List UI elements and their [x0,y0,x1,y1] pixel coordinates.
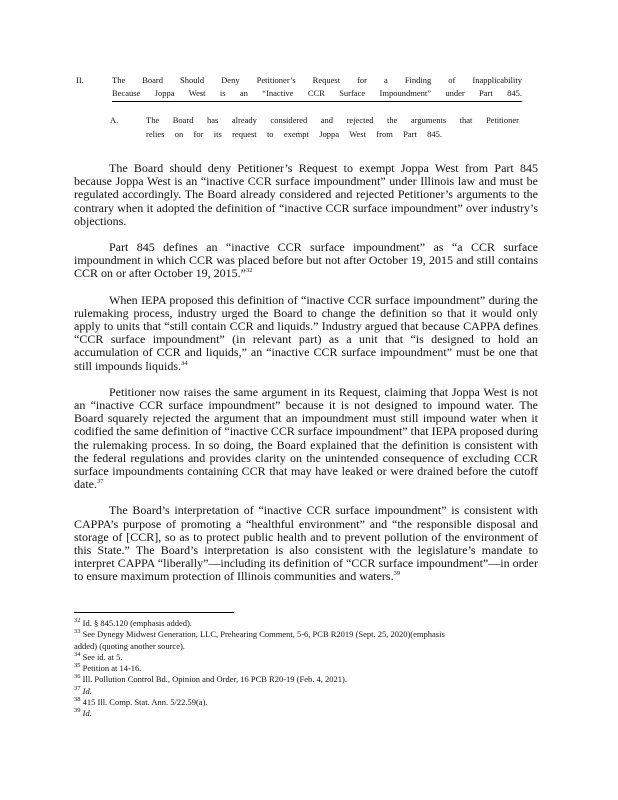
body-text [74,162,538,597]
footnote: $^{35}$ Petition at 14-16. [74,662,142,674]
paragraph-5-text: The Board’s interpretation of “inactive CCR surface impoundment” is consistent with CAPPA’s purpose of promoting a “healthful environment” and “the responsible disposal and storage of [CCR], so as to protect public health and to prevent pollution of the environment of this State.” The Board’s interpretation is also consistent with the legislature’s mandate to interpret CAPPA “liberally”—including its definition of “CCR surface impoundment”—in order to ensure maximum protection of Illinois communities and waters. [74,503,538,584]
paragraph-1-text: The Board should deny Petitioner’s Request to exempt Joppa West from Part 845 because Joppa West is an “inactive CCR surface impoundment” under Illinois law and must be regulated accordingly. The Board already considered and rejected Petitioner’s arguments to the contrary when it adopted the definition of “inactive CCR surface impoundment” over industry’s objections. [74,161,538,228]
paragraph-4 [74,386,538,492]
footnote-ref-34: 34 [181,359,188,367]
paragraph-2-text: Part 845 defines an “inactive CCR surface impoundment” as “a CCR surface impoundment in which CCR was placed before but not after October 19, 2015 and still contains CCR on or after October 19, 2015.” [74,240,538,281]
footnote: $^{34}$ See id. at 5. [74,651,123,662]
subsection-heading-line-2: relies on for its request to exempt Joppa West from Part 845. [146,129,442,139]
footnote-ref-32: 32 [245,267,253,275]
footnote: $^{39}$ Id. [74,707,92,719]
section-number: II. [76,75,84,85]
footnote-continuation: added) (quoting another source). [74,640,185,651]
paragraph-4-text: Petitioner now raises the same argument in its Request, claiming that Joppa West is not an “inactive CCR surface impoundment” because it is not designed to impound water. The Board squarely rejected the argument that an impoundment must still impound water when it codified the same definition of “inactive CCR surface impoundment” that IEPA proposed during the rulemaking process. In so doing, the Board explained that the definition is consistent with the federal regulations and provides clarity on the unintended consequence of excluding CCR surface impoundments containing CCR that may have leaked or were drained before the cutoff date. [74,384,538,492]
subsection-letter: A. [110,115,119,125]
section-heading-line-2: Because Joppa West is an “Inactive CCR Surface Impoundment” under Part 845. [112,87,522,102]
footnote-divider [74,612,234,613]
paragraph-3-text: When IEPA proposed this definition of “inactive CCR surface impoundment” during the rulemaking process, industry urged the Board to change the definition so that it would only apply to units that “still contain CCR and liquids.” Industry argued that because CAPPA defines “CCR surface impoundment” (in relevant part) as a unit that “is designed to hold an accumulation of CCR and liquids,” an “inactive CCR surface impoundment” must be one that still impounds liquids. [74,292,538,373]
footnote-ref-37: 37 [97,478,104,486]
footnote: $^{36}$ Ill. Pollution Control Bd., Opinion and Order, 16 PCB R20-19 (Feb. 4, 2021). [74,673,347,685]
footnote: $^{32}$ Id. § 845.120 (emphasis added). [74,617,192,628]
footnotes [74,618,544,720]
paragraph-5 [74,504,538,583]
section-heading-line-1: The Board Should Deny Petitioner’s Request for a Finding of Inapplicability [112,75,522,85]
paragraph-2 [74,241,538,281]
paragraph-1 [74,162,538,228]
footnote: $^{37}$ Id. [74,684,92,696]
subsection-heading-line-1: The Board has already considered and rejected the arguments that Petitioner [146,115,519,125]
footnote: $^{38}$ 415 Ill. Comp. Stat. Ann. 5/22.59(a). [74,696,208,708]
footnote-ref-39: 39 [393,570,401,578]
footnote: $^{33}$ See Dynegy Midwest Generation, LLC, Prehearing Comment, 5-6, PCB R2019 (Sept. 25, 2020)(emphasis [74,628,445,640]
paragraph-3 [74,294,538,373]
